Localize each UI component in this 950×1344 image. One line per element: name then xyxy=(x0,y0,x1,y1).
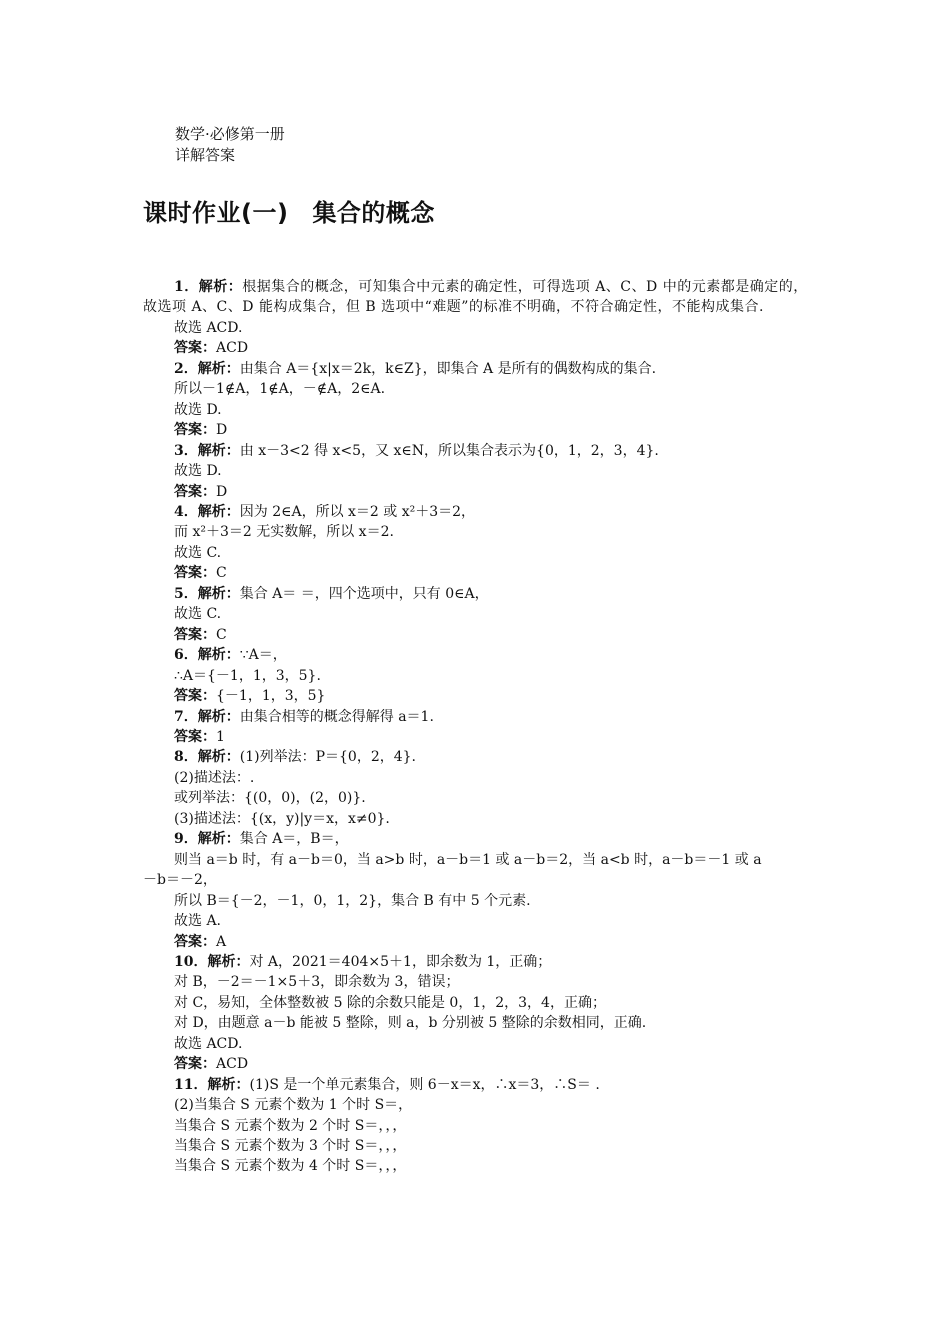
title-topic: 集合的概念 xyxy=(312,199,435,227)
answer-line: 则当 a＝b 时，有 a－b＝0，当 a>b 时，a－b＝1 或 a－b＝2，当 a<b 时，a－b＝－1 或 a xyxy=(174,851,762,868)
document-header xyxy=(175,124,285,166)
answer-body xyxy=(143,277,810,1177)
section-label: 详解答案 xyxy=(175,146,236,164)
answer-line: 1．解析：根据集合的概念，可知集合中元素的确定性，可得选项 A、C、D 中的元素都是确定的，故选项 A、C、D 能构成集合，但 B 选项中“难题”的标准不明确，不符合确定性，不能构成集合. xyxy=(143,279,808,316)
answer-line: 当集合 S 元素个数为 2 个时 S＝，，， xyxy=(174,1117,407,1134)
answer-line: 10．解析：对 A，2021＝404×5＋1，即余数为 1，正确； xyxy=(174,953,552,970)
answer-line: (3)描述法：{(x，y)|y＝x，x≠0}. xyxy=(174,810,390,827)
answer-line: 答案：ACD xyxy=(174,1056,249,1073)
answer-line: 或列举法：{(0，0)，(2，0)}. xyxy=(174,790,366,807)
answer-line: 4．解析：因为 2∈A，所以 x＝2 或 x²＋3＝2， xyxy=(174,503,476,520)
answer-line: 答案：{－1，1，3，5} xyxy=(174,688,326,705)
answer-line: －b＝－2， xyxy=(143,872,217,889)
answer-line: 答案：C xyxy=(174,626,227,643)
answer-line: 答案：C xyxy=(174,565,227,582)
title-lesson: 课时作业(一) xyxy=(143,199,289,227)
answer-line: 答案：1 xyxy=(174,728,225,745)
answer-line: 11．解析：(1)S 是一个单元素集合，则 6－x＝x，∴x＝3，∴S＝ . xyxy=(174,1076,600,1093)
answer-line: 所以－1∉A，1∉A，－∉A，2∈A. xyxy=(174,381,386,398)
answer-line: 而 x²＋3＝2 无实数解，所以 x＝2. xyxy=(174,524,394,541)
page-title xyxy=(143,193,435,228)
answer-line: 5．解析：集合 A＝ ＝，四个选项中，只有 0∈A， xyxy=(174,585,489,602)
answer-line: 故选 ACD. xyxy=(174,319,243,336)
answer-line: 答案：D xyxy=(174,422,228,439)
answer-line: 所以 B＝{－2，－1，0，1，2}，集合 B 有中 5 个元素. xyxy=(174,892,531,909)
answer-line: 故选 D. xyxy=(174,401,222,418)
answer-line: 故选 C. xyxy=(174,606,222,623)
answer-line: (2)描述法：. xyxy=(174,769,255,786)
answer-line: 3．解析：由 x－3<2 得 x<5，又 x∈N，所以集合表示为{0，1，2，3，4}. xyxy=(174,442,659,459)
answer-line: 7．解析：由集合相等的概念得解得 a＝1. xyxy=(174,708,434,725)
answer-line: 当集合 S 元素个数为 4 个时 S＝，，， xyxy=(174,1158,407,1175)
answer-line: 当集合 S 元素个数为 3 个时 S＝，，， xyxy=(174,1138,407,1155)
answer-line: 9．解析：集合 A＝，B＝， xyxy=(174,831,349,848)
answer-line: 2．解析：由集合 A＝{x|x＝2k，k∈Z}，即集合 A 是所有的偶数构成的集合. xyxy=(174,360,657,377)
answer-line: 故选 C. xyxy=(174,544,222,561)
answer-line: 答案：D xyxy=(174,483,228,500)
answer-line: 对 B，－2＝－1×5＋3，即余数为 3，错误； xyxy=(174,974,460,991)
answer-line: (2)当集合 S 元素个数为 1 个时 S＝， xyxy=(174,1097,413,1114)
subject-label: 数学·必修第一册 xyxy=(175,125,285,143)
answer-line: 故选 D. xyxy=(174,463,222,480)
answer-line: ∴A＝{－1，1，3，5}. xyxy=(174,667,321,684)
answer-line: 6．解析：∵A＝， xyxy=(174,647,287,664)
answer-line: 故选 A. xyxy=(174,913,222,930)
answer-line: 对 D，由题意 a－b 能被 5 整除，则 a，b 分别被 5 整除的余数相同，正确. xyxy=(174,1015,647,1032)
answer-line: 对 C，易知，全体整数被 5 除的余数只能是 0，1，2，3，4，正确； xyxy=(174,994,606,1011)
answer-line: 8．解析：(1)列举法：P＝{0，2，4}. xyxy=(174,749,416,766)
answer-line: 故选 ACD. xyxy=(174,1035,243,1052)
answer-line: 答案：A xyxy=(174,933,227,950)
answer-line: 答案：ACD xyxy=(174,340,249,357)
